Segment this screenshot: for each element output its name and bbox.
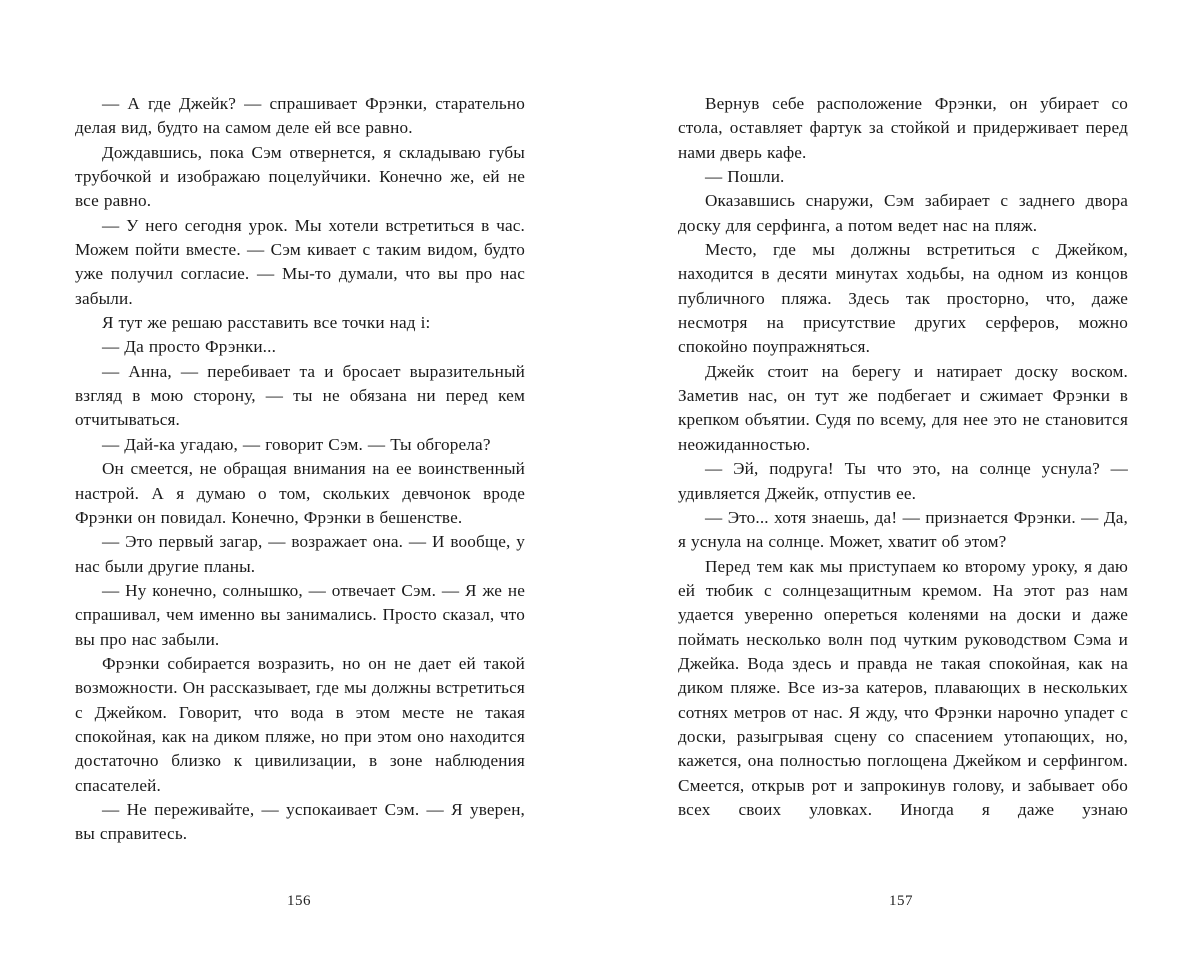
paragraph: — У него сегодня урок. Мы хотели встретиться в час. Можем пойти вместе. — Сэм кивает с таким видом, будто уже получил согласие. — Мы-то думали, что вы про нас забыли. (75, 215, 525, 308)
paragraph: — Эй, подруга! Ты что это, на солнце уснула? — удивляется Джейк, отпустив ее. (678, 459, 1128, 503)
paragraph: — Это первый загар, — возражает она. — И вообще, у нас были другие планы. (75, 532, 525, 576)
page-number: 156 (287, 893, 311, 909)
paragraph: — Дай-ка угадаю, — говорит Сэм. — Ты обгорела? (102, 434, 491, 454)
paragraph: Джейк стоит на берегу и натирает доску воском. Заметив нас, он тут же подбегает и сжимает Фрэнки в крепком объятии. Судя по всему, для нее это не становится неожиданностью. (678, 361, 1128, 454)
paragraph: Вернув себе расположение Фрэнки, он убирает со стола, оставляет фартук за стойкой и придерживает перед нами дверь кафе. (678, 94, 1128, 162)
paragraph: Дождавшись, пока Сэм отвернется, я складываю губы трубочкой и изображаю поцелуйчики. Конечно же, ей не все равно. (75, 142, 525, 211)
paragraph: — Анна, — перебивает та и бросает выразительный взгляд в мою сторону, — ты не обязана ни перед кем отчитываться. (75, 361, 525, 430)
paragraph: — А где Джейк? — спрашивает Фрэнки, старательно делая вид, будто на самом деле ей все равно. (75, 94, 525, 138)
page-number: 157 (889, 893, 913, 909)
paragraph: — Пошли. (705, 167, 785, 187)
paragraph: — Это... хотя знаешь, да! — признается Фрэнки. — Да, я уснула на солнце. Может, хватит об этом? (678, 507, 1128, 552)
paragraph: Место, где мы должны встретиться с Джейком, находится в десяти минутах ходьбы, на одном из концов публичного пляжа. Здесь так просторно, что, даже несмотря на присутствие других серферов, можно спокойно поупражняться. (678, 240, 1128, 357)
paragraph: Перед тем как мы приступаем ко второму уроку, я даю ей тюбик с солнцезащитным кремом. На этот раз нам удается уверенно опереться коленями на доски и даже поймать несколько волн под чутким руководством Сэма и Джейка. Вода здесь и правда не такая спокойная, как на диком пляже. Все из-за катеров, плавающих в нескольких сотнях метров от нас. Я жду, что Фрэнки нарочно упадет с доски, разыгрывая сцену со спасением утопающих, но, кажется, она полностью поглощена Джейком и серфингом. Смеется, открыв рот и запрокинув голову, и забывает обо всех своих уловках. Иногда я даже узнаю (678, 556, 1128, 819)
paragraph: Я тут же решаю расставить все точки над i: (102, 313, 431, 333)
left-page (75, 92, 525, 847)
paragraph: Он смеется, не обращая внимания на ее воинственный настрой. А я думаю о том, скольких девчонок вроде Фрэнки он повидал. Конечно, Фрэнки в бешенстве. (75, 459, 525, 527)
right-page (678, 92, 1128, 822)
paragraph: Оказавшись снаружи, Сэм забирает с заднего двора доску для серфинга, а потом ведет нас на пляж. (678, 191, 1128, 235)
paragraph: — Не переживайте, — успокаивает Сэм. — Я уверен, вы справитесь. (75, 799, 525, 844)
paragraph: — Да просто Фрэнки... (102, 337, 277, 357)
paragraph: Фрэнки собирается возразить, но он не дает ей такой возможности. Он рассказывает, где мы должны встретиться с Джейком. Говорит, что вода в этом месте не такая спокойная, как на диком пляже, но при этом оно находится достаточно близко к цивилизации, в зоне наблюдения спасателей. (75, 653, 525, 795)
paragraph: — Ну конечно, солнышко, — отвечает Сэм. — Я же не спрашивал, чем именно вы занимались. Просто сказал, что вы про нас забыли. (75, 580, 525, 649)
